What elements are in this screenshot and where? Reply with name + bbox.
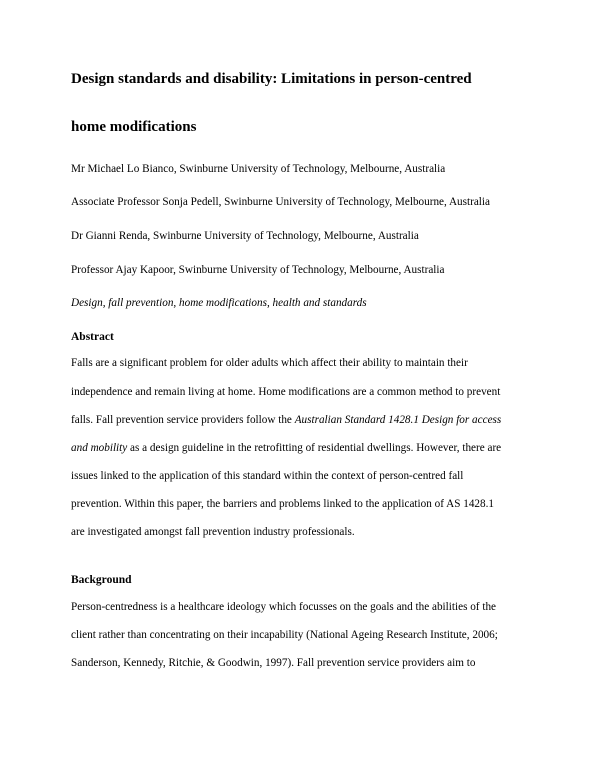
author-1: Mr Michael Lo Bianco, Swinburne University of Technology, Melbourne, Australia [71, 163, 446, 175]
abstract-line-5: issues linked to the application of this standard within the context of person-centred fall [71, 470, 464, 482]
abstract-line-6: prevention. Within this paper, the barriers and problems linked to the application of AS 1428.1 [71, 498, 494, 510]
keywords: Design, fall prevention, home modifications, health and standards [71, 297, 367, 309]
abstract-line-4-text: as a design guideline in the retrofitting of residential dwellings. However, there are [127, 442, 502, 454]
author-4: Professor Ajay Kapoor, Swinburne University of Technology, Melbourne, Australia [71, 264, 445, 276]
abstract-line-2: independence and remain living at home. Home modifications are a common method to prevent [71, 386, 501, 398]
paper-title-line-2: home modifications [71, 119, 197, 135]
abstract-line-4 [71, 441, 501, 455]
author-2: Associate Professor Sonja Pedell, Swinburne University of Technology, Melbourne, Australia [71, 196, 490, 208]
abstract-line-3-text: falls. Fall prevention service providers follow the [71, 414, 295, 426]
abstract-line-3 [71, 413, 501, 427]
abstract-heading: Abstract [71, 331, 114, 343]
background-line-1: Person-centredness is a healthcare ideology which focusses on the goals and the abilities of the [71, 601, 496, 613]
background-heading: Background [71, 574, 132, 586]
abstract-line-1: Falls are a significant problem for older adults which affect their ability to maintain their [71, 357, 468, 369]
abstract-line-7: are investigated amongst fall prevention industry professionals. [71, 526, 355, 538]
paper-title-line-1: Design standards and disability: Limitations in person-centred [71, 71, 472, 87]
background-line-2: client rather than concentrating on their incapability (National Ageing Research Institute, 2006; [71, 629, 498, 641]
background-line-3: Sanderson, Kennedy, Ritchie, & Goodwin, 1997). Fall prevention service providers aim to [71, 657, 476, 669]
standard-title-part-2: and mobility [71, 442, 128, 454]
author-3: Dr Gianni Renda, Swinburne University of Technology, Melbourne, Australia [71, 230, 419, 242]
standard-title-part-1: Australian Standard 1428.1 Design for access [294, 414, 502, 426]
